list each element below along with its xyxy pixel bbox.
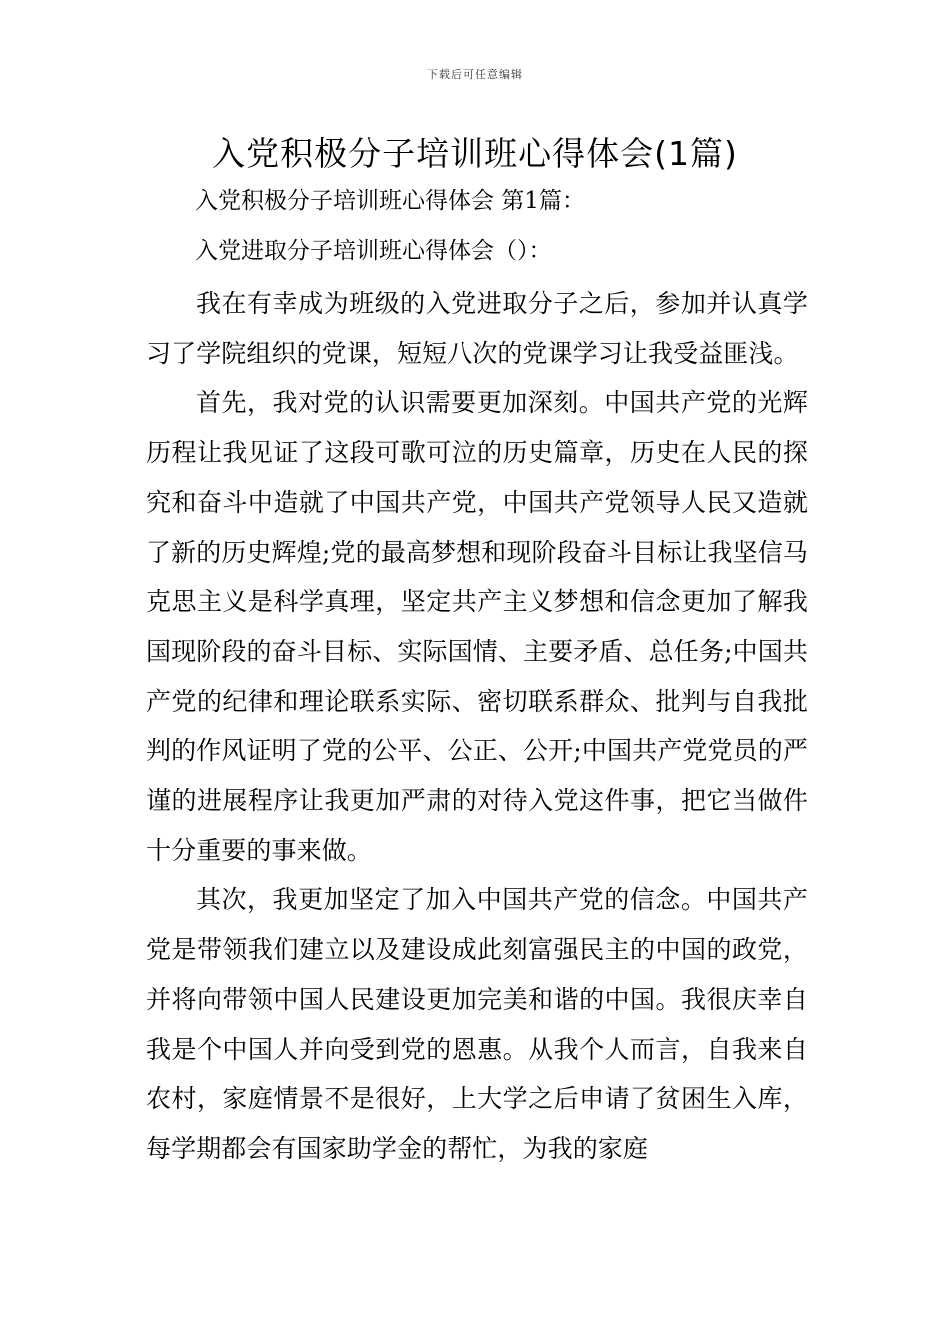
subheading-essay-title: 入党进取分子培训班心得体会（）： (195, 238, 552, 264)
paragraph-intro: 我在有幸成为班级的入党进取分子之后，参加并认真学习了学院组织的党课，短短八次的党课学习让我受益匪浅。 (146, 289, 808, 368)
document-title: 入党积极分子培训班心得体会(1篇) (212, 134, 738, 173)
subheading-part-1: 入党积极分子培训班心得体会 第1篇： (195, 188, 585, 214)
paragraph-second-point: 其次，我更加坚定了加入中国共产党的信念。中国共产党是带领我们建立以及建设成此刻富强民主的中国的政党，并将向带领中国人民建设更加完美和谐的中国。我很庆幸自我是个中国人并向受到党的恩惠。从我个人而言，自我来自农村，家庭情景不是很好，上大学之后申请了贫困生入库，每学期都会有国家助学金的帮忙，为我的家庭 (146, 885, 808, 1163)
document-body (146, 279, 808, 1174)
paragraph-first-point: 首先，我对党的认识需要更加深刻。中国共产党的光辉历程让我见证了这段可歌可泣的历史篇章，历史在人民的探究和奋斗中造就了中国共产党，中国共产党领导人民又造就了新的历史辉煌;党的最高梦想和现阶段奋斗目标让我坚信马克思主义是科学真理，坚定共产主义梦想和信念更加了解我国现阶段的奋斗目标、实际国情、主要矛盾、总任务;中国共产党的纪律和理论联系实际、密切联系群众、批判与自我批判的作风证明了党的公平、公正、公开;中国共产党党员的严谨的进展程序让我更加严肃的对待入党这件事，把它当做件十分重要的事来做。 (146, 388, 808, 865)
header-note: 下载后可任意编辑 (427, 68, 523, 81)
